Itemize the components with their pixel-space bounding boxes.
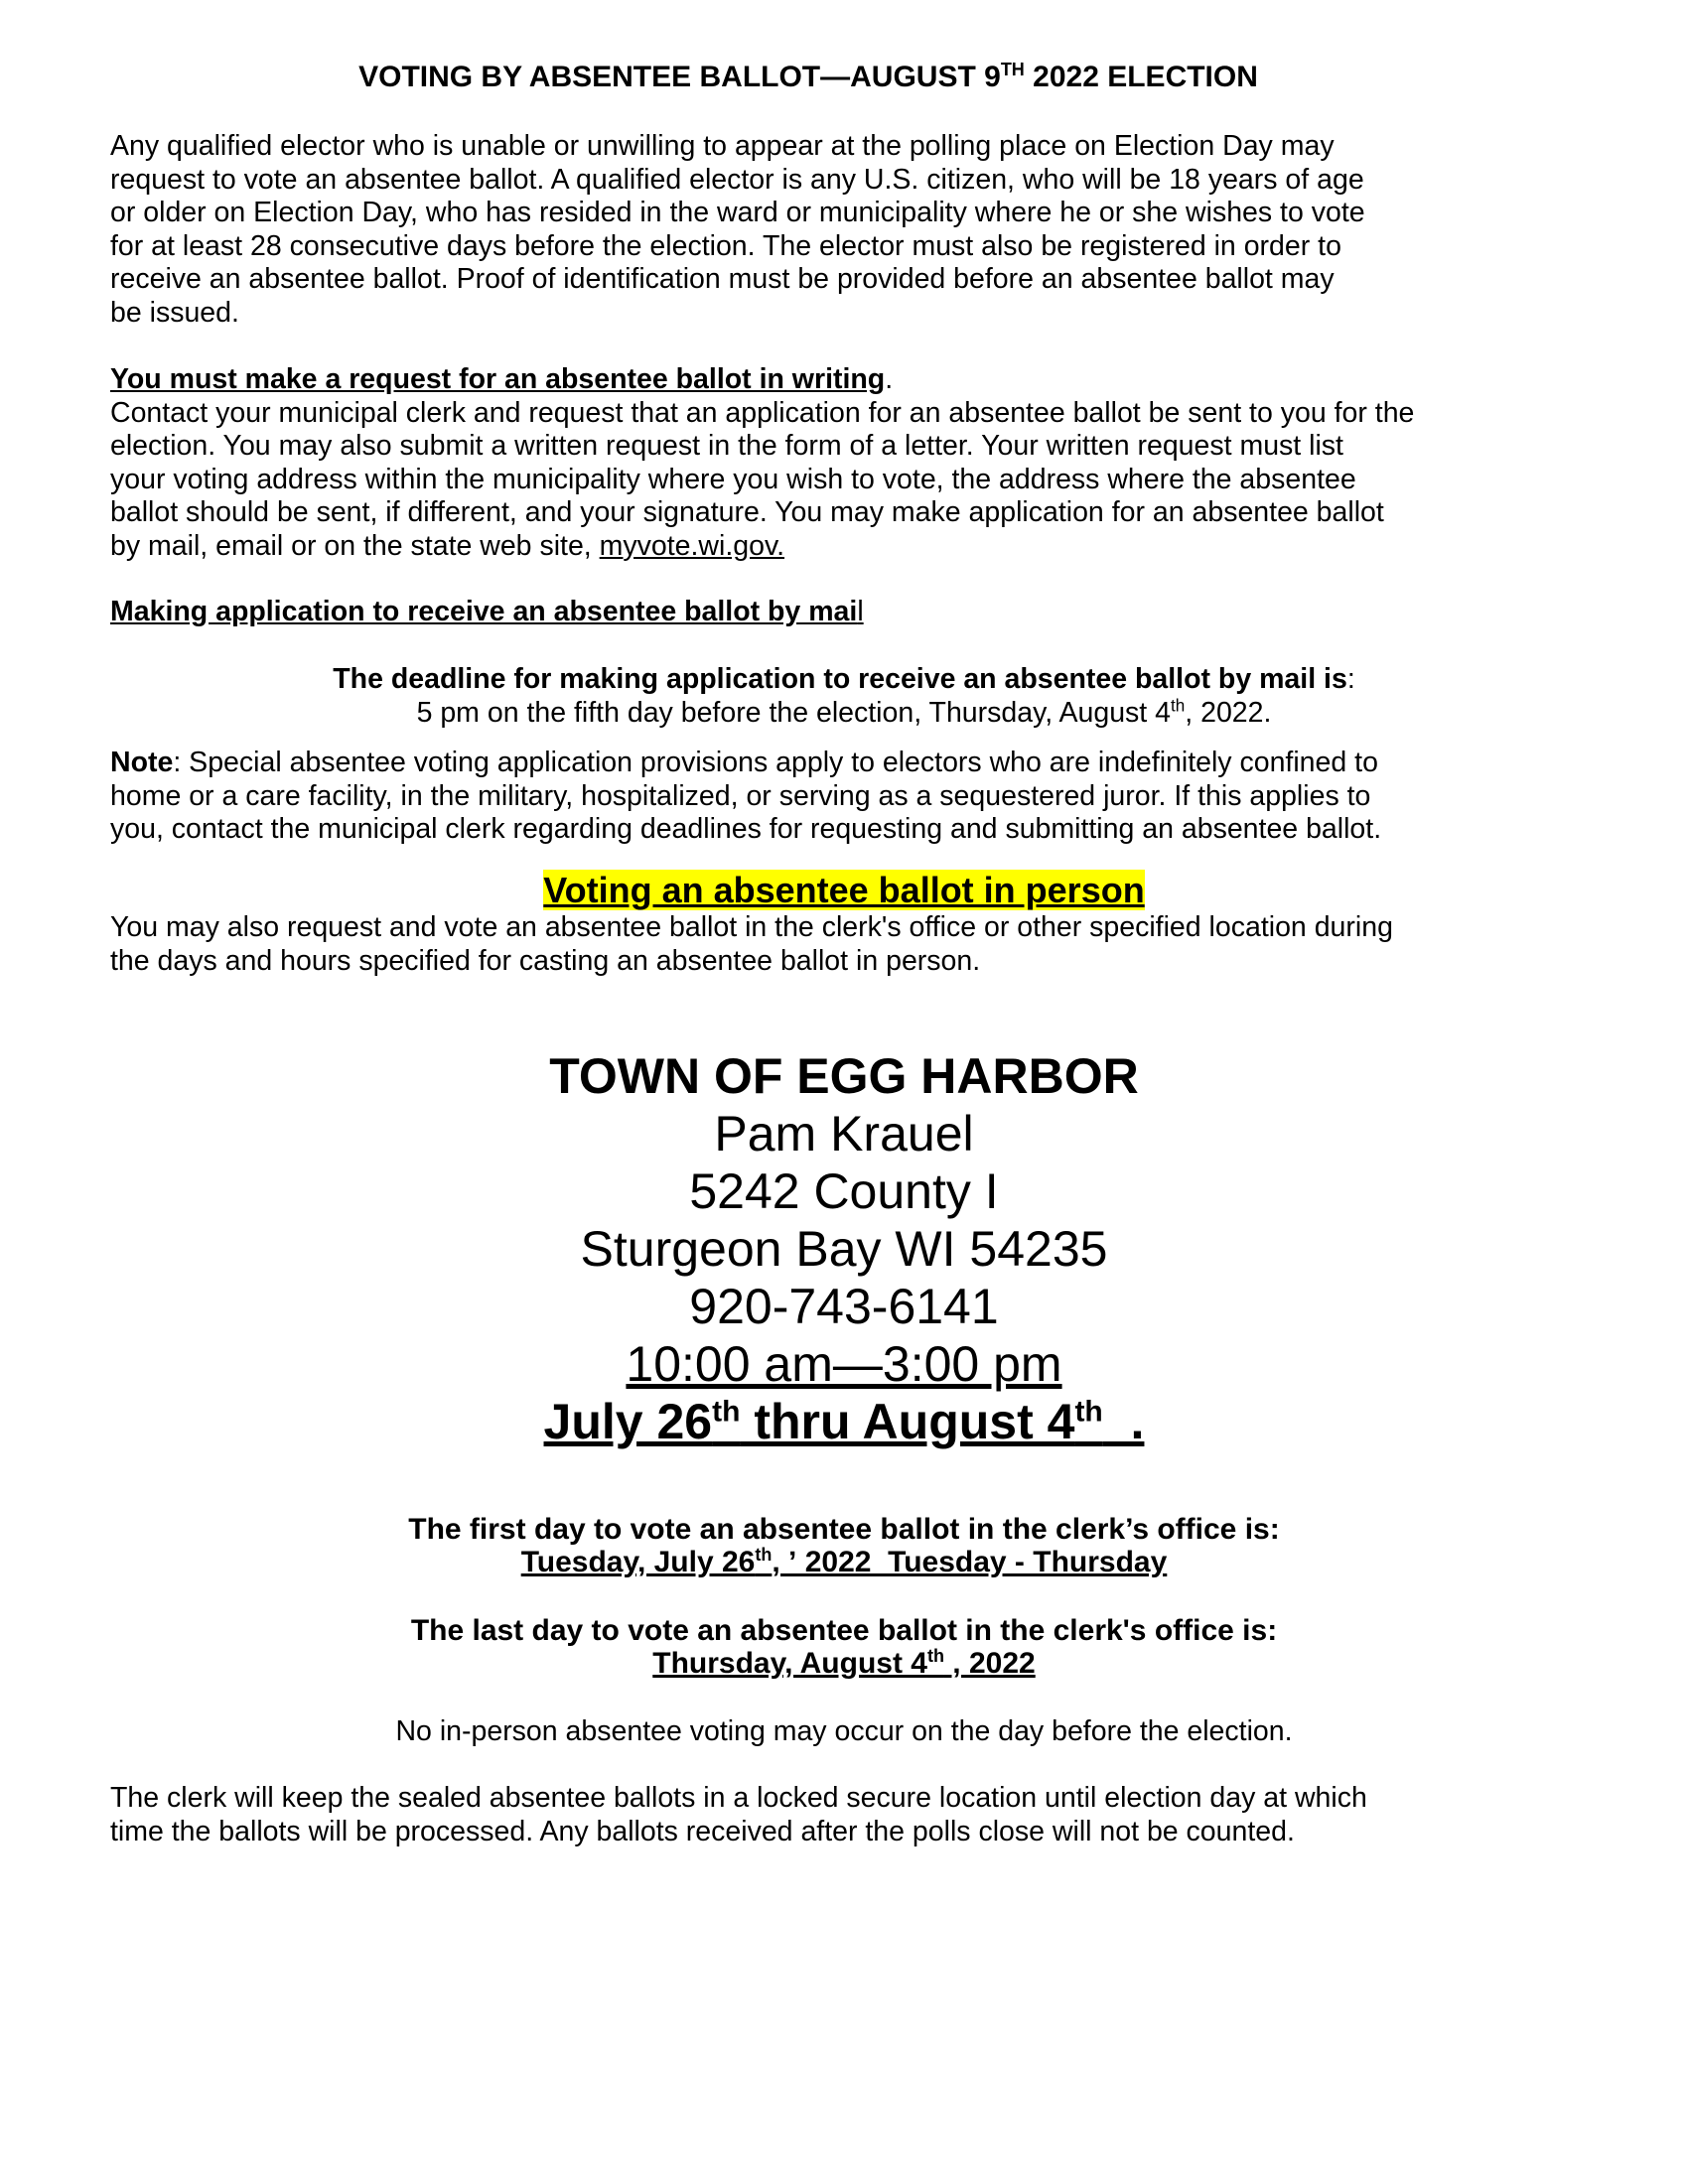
- written-request-heading: You must make a request for an absentee ballot in writing: [110, 363, 886, 395]
- office-hours: 10:00 am—3:00 pm: [626, 1336, 1062, 1392]
- intro-paragraph: [110, 130, 1600, 330]
- mail-application-heading: Making application to receive an absentee ballot by mail: [110, 596, 864, 627]
- intro-line: for at least 28 consecutive days before the election. The elector must also be registered in order to: [110, 229, 1341, 262]
- intro-line: request to vote an absentee ballot. A qualified elector is any U.S. citizen, who will be 18 years of age: [110, 163, 1364, 196]
- written-request-section: You must make a request for an absentee ballot in writing. Contact your municipal clerk and request that an application for an absentee ballot be sent to you for the election. You may also submit a written request in the form of a letter. Your written request must list your voting address within the municipality where you wish to vote, the address where the absentee ballot should be sent, if different, and your signature. You may make application for an absentee ballot by mail, email or on the state web site, myvote.wi.gov.: [110, 363, 1600, 563]
- last-day-value: Thursday, August 4th , 2022: [652, 1646, 1036, 1680]
- clerk-office-block: [0, 1047, 1688, 1450]
- deadline-label: The deadline for making application to receive an absentee ballot by mail is: [333, 663, 1347, 695]
- myvote-link[interactable]: myvote.wi.gov.: [599, 529, 785, 562]
- voting-dates: July 26th thru August 4th .: [543, 1394, 1145, 1449]
- deadline-value: 5 pm on the fifth day before the election, Thursday, August 4th, 2022.: [416, 696, 1272, 729]
- request-line: election. You may also submit a written request in the form of a letter. Your written request must list: [110, 430, 1343, 462]
- intro-line: Any qualified elector who is unable or unwilling to appear at the polling place on Election Day may: [110, 130, 1335, 162]
- clerk-phone: 920-743-6141: [689, 1279, 999, 1334]
- clerk-name: Pam Krauel: [714, 1106, 974, 1161]
- closing-paragraph: The clerk will keep the sealed absentee ballots in a locked secure location until election day at which time the ballots will be processed. Any ballots received after the polls close will not be counted.: [110, 1782, 1367, 1847]
- first-day-block: [0, 1513, 1688, 1578]
- request-line: Contact your municipal clerk and request that an application for an absentee ballot be sent to you for the: [110, 396, 1415, 429]
- no-in-person-notice: No in-person absentee voting may occur on the day before the election.: [395, 1715, 1293, 1747]
- in-person-paragraph: You may also request and vote an absentee ballot in the clerk's office or other specified location during the days and hours specified for casting an absentee ballot in person.: [110, 911, 1393, 977]
- note-label: Note: [110, 747, 174, 778]
- in-person-heading: Voting an absentee ballot in person: [543, 870, 1145, 910]
- first-day-value: Tuesday, July 26th, ʼ 2022 Tuesday - Thursday: [520, 1545, 1168, 1578]
- intro-line: receive an absentee ballot. Proof of identification must be provided before an absentee ballot may: [110, 263, 1335, 295]
- note-paragraph: Note: Special absentee voting application provisions apply to electors who are indefinitely confined to home or a care facility, in the military, hospitalized, or serving as a sequestered juror. If this applies to you, contact the municipal clerk regarding deadlines for requesting and submitting an absentee ballot.: [110, 747, 1382, 845]
- clerk-street: 5242 County I: [689, 1163, 999, 1219]
- page-title: VOTING BY ABSENTEE BALLOT—AUGUST 9TH 2022 ELECTION: [358, 60, 1258, 93]
- clerk-city: Sturgeon Bay WI 54235: [580, 1221, 1108, 1277]
- last-day-label: The last day to vote an absentee ballot in the clerk's office is:: [410, 1614, 1278, 1647]
- intro-line: be issued.: [110, 296, 239, 329]
- town-name: TOWN OF EGG HARBOR: [549, 1048, 1139, 1104]
- mail-deadline: The deadline for making application to receive an absentee ballot by mail is: 5 pm on the fifth day before the election, Thursday, August 4th, 2022.: [0, 663, 1688, 730]
- first-day-label: The first day to vote an absentee ballot in the clerk’s office is:: [408, 1513, 1280, 1546]
- intro-line: or older on Election Day, who has resided in the ward or municipality where he or she wishes to vote: [110, 197, 1365, 228]
- request-line: your voting address within the municipality where you wish to vote, the address where the absentee: [110, 463, 1356, 495]
- request-line: ballot should be sent, if different, and your signature. You may make application for an absentee ballot: [110, 496, 1384, 528]
- last-day-block: [0, 1614, 1688, 1680]
